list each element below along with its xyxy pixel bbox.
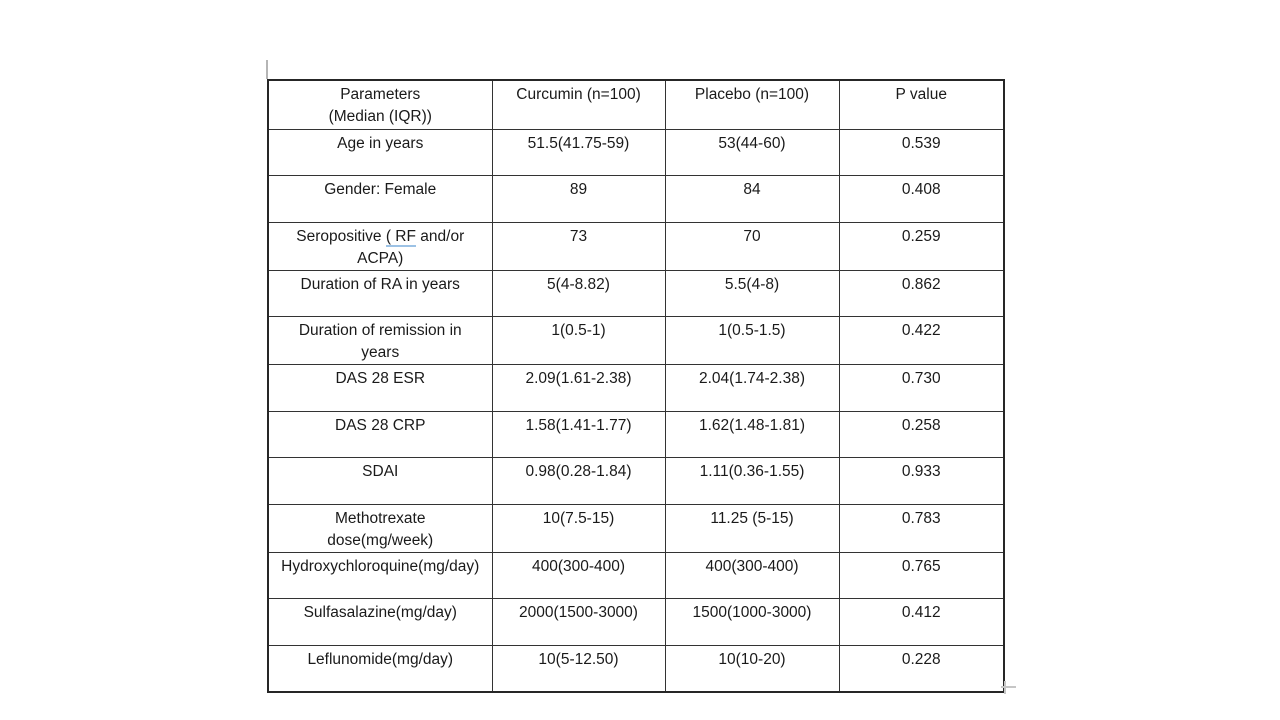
- parameter-text: DAS 28 CRP: [335, 416, 426, 434]
- column-header[interactable]: [665, 80, 839, 129]
- table-row: [268, 365, 1004, 412]
- table-row: [268, 504, 1004, 552]
- parameter-text: Age in years: [337, 134, 424, 152]
- table-row: [268, 222, 1004, 270]
- placebo-value-cell[interactable]: [665, 270, 839, 317]
- parameter-text: Duration of remission in: [298, 322, 462, 339]
- parameter-text: dose(mg/week): [327, 531, 434, 549]
- p-value-cell[interactable]: [839, 270, 1004, 317]
- resize-handle-vertical-bar: [1004, 681, 1006, 694]
- column-header-text: Placebo (n=100): [694, 86, 810, 103]
- p-value-cell-text: 0.862: [901, 275, 941, 293]
- curcumin-value-cell-text: 89: [569, 181, 588, 198]
- p-value-cell[interactable]: [839, 458, 1004, 505]
- curcumin-value-cell-text: 0.98(0.28-1.84): [525, 463, 632, 480]
- curcumin-value-cell[interactable]: [492, 176, 665, 223]
- placebo-value-cell-text: 1500(1000-3000): [692, 604, 812, 621]
- parameter-text-segment: and/or: [415, 227, 465, 245]
- placebo-value-cell[interactable]: [665, 317, 839, 365]
- p-value-cell[interactable]: [839, 645, 1004, 692]
- parameter-cell[interactable]: [268, 458, 492, 505]
- p-value-cell[interactable]: [839, 317, 1004, 365]
- p-value-cell[interactable]: [839, 599, 1004, 646]
- curcumin-value-cell-text: 51.5(41.75-59): [527, 134, 630, 152]
- parameter-cell[interactable]: [268, 317, 492, 365]
- p-value-cell[interactable]: [839, 176, 1004, 223]
- parameter-cell[interactable]: [268, 176, 492, 223]
- parameter-text: ACPA): [357, 249, 404, 267]
- curcumin-value-cell[interactable]: [492, 458, 665, 505]
- curcumin-value-cell-text: 10(7.5-15): [542, 509, 615, 527]
- table-row: [268, 458, 1004, 505]
- p-value-cell[interactable]: [839, 411, 1004, 458]
- p-value-cell-text: 0.228: [901, 650, 941, 668]
- p-value-cell-text: 0.259: [901, 227, 941, 245]
- placebo-value-cell[interactable]: [665, 222, 839, 270]
- placebo-value-cell-text: 400(300-400): [705, 557, 799, 575]
- table-resize-handle[interactable]: [1001, 681, 1016, 694]
- placebo-value-cell[interactable]: [665, 552, 839, 599]
- table-row: [268, 176, 1004, 223]
- baseline-characteristics-table: [267, 79, 1005, 693]
- placebo-value-cell-text: 53(44-60): [718, 134, 786, 152]
- placebo-value-cell-text: 1.62(1.48-1.81): [699, 416, 805, 434]
- table-body: [268, 129, 1004, 692]
- parameter-cell[interactable]: [268, 504, 492, 552]
- parameter-cell[interactable]: [268, 645, 492, 692]
- placebo-value-cell[interactable]: [665, 599, 839, 646]
- placebo-value-cell-text: 11.25 (5-15): [710, 509, 794, 527]
- parameter-cell[interactable]: [268, 222, 492, 270]
- table-header-row: [268, 80, 1004, 129]
- parameter-text: Methotrexate: [335, 509, 426, 527]
- curcumin-value-cell-text: 2000(1500-3000): [519, 604, 638, 621]
- p-value-cell-text: 0.730: [901, 370, 941, 387]
- curcumin-value-cell[interactable]: [492, 504, 665, 552]
- placebo-value-cell-text: 2.04(1.74-2.38): [699, 370, 805, 387]
- placebo-value-cell[interactable]: [665, 176, 839, 223]
- parameter-text: Hydroxychloroquine(mg/day): [281, 557, 480, 575]
- p-value-cell-text: 0.765: [901, 557, 941, 575]
- p-value-cell-text: 0.408: [901, 181, 941, 198]
- column-header[interactable]: [492, 80, 665, 129]
- curcumin-value-cell-text: 10(5-12.50): [538, 650, 619, 668]
- table-row: [268, 411, 1004, 458]
- parameter-text: years: [361, 344, 400, 361]
- parameter-text: [271, 226, 490, 248]
- parameter-text-segment: Seropositive: [296, 227, 386, 245]
- table-row: [268, 645, 1004, 692]
- p-value-cell-text: 0.933: [901, 463, 941, 480]
- parameter-cell[interactable]: [268, 270, 492, 317]
- curcumin-value-cell[interactable]: [492, 317, 665, 365]
- parameter-text: Sulfasalazine(mg/day): [303, 604, 457, 621]
- placebo-value-cell-text: 1.11(0.36-1.55): [699, 463, 805, 480]
- table-row: [268, 317, 1004, 365]
- text-cursor-caret: [266, 60, 268, 79]
- parameter-cell[interactable]: [268, 552, 492, 599]
- placebo-value-cell[interactable]: [665, 645, 839, 692]
- p-value-cell-text: 0.422: [901, 322, 941, 339]
- parameter-cell[interactable]: [268, 411, 492, 458]
- curcumin-value-cell-text: 73: [569, 227, 588, 245]
- curcumin-value-cell[interactable]: [492, 411, 665, 458]
- p-value-cell[interactable]: [839, 552, 1004, 599]
- column-header-text: Parameters: [340, 86, 421, 103]
- curcumin-value-cell[interactable]: [492, 552, 665, 599]
- column-header-text: P value: [895, 86, 947, 103]
- table-row: [268, 552, 1004, 599]
- p-value-cell[interactable]: [839, 365, 1004, 412]
- parameter-cell[interactable]: [268, 599, 492, 646]
- curcumin-value-cell[interactable]: [492, 599, 665, 646]
- table-row: [268, 129, 1004, 176]
- placebo-value-cell[interactable]: [665, 365, 839, 412]
- curcumin-value-cell-text: 2.09(1.61-2.38): [525, 370, 632, 387]
- p-value-cell-text: 0.412: [901, 604, 941, 621]
- p-value-cell[interactable]: [839, 504, 1004, 552]
- column-header-text: (Median (IQR)): [328, 108, 432, 125]
- parameter-text: Leflunomide(mg/day): [307, 650, 454, 668]
- table-row: [268, 270, 1004, 317]
- placebo-value-cell[interactable]: [665, 504, 839, 552]
- parameter-text: Gender: Female: [324, 181, 437, 198]
- column-header[interactable]: [839, 80, 1004, 129]
- curcumin-value-cell[interactable]: [492, 365, 665, 412]
- p-value-cell[interactable]: [839, 222, 1004, 270]
- p-value-cell-text: 0.258: [901, 416, 941, 434]
- curcumin-value-cell[interactable]: [492, 129, 665, 176]
- placebo-value-cell-text: 5.5(4-8): [724, 275, 780, 293]
- parameter-text: DAS 28 ESR: [335, 370, 426, 387]
- column-header[interactable]: [268, 80, 492, 129]
- parameter-cell[interactable]: [268, 129, 492, 176]
- p-value-cell-text: 0.539: [901, 134, 941, 152]
- curcumin-value-cell[interactable]: [492, 222, 665, 270]
- placebo-value-cell[interactable]: [665, 411, 839, 458]
- curcumin-value-cell-text: 1(0.5-1): [551, 322, 606, 339]
- placebo-value-cell[interactable]: [665, 458, 839, 505]
- parameter-text: SDAI: [362, 463, 399, 480]
- column-header-text: Curcumin (n=100): [516, 86, 641, 103]
- curcumin-value-cell-text: 400(300-400): [531, 557, 626, 575]
- placebo-value-cell[interactable]: [665, 129, 839, 176]
- table-row: [268, 599, 1004, 646]
- curcumin-value-cell[interactable]: [492, 270, 665, 317]
- parameter-cell[interactable]: [268, 365, 492, 412]
- placebo-value-cell-text: 70: [743, 227, 761, 245]
- curcumin-value-cell[interactable]: [492, 645, 665, 692]
- placebo-value-cell-text: 1(0.5-1.5): [718, 322, 786, 339]
- p-value-cell-text: 0.783: [901, 509, 941, 527]
- parameter-text: Duration of RA in years: [300, 275, 460, 293]
- curcumin-value-cell-text: 5(4-8.82): [547, 275, 610, 293]
- grammar-underlined-text: ( RF: [385, 227, 416, 245]
- p-value-cell[interactable]: [839, 129, 1004, 176]
- curcumin-value-cell-text: 1.58(1.41-1.77): [525, 416, 632, 434]
- placebo-value-cell-text: 10(10-20): [718, 650, 786, 668]
- placebo-value-cell-text: 84: [743, 181, 761, 198]
